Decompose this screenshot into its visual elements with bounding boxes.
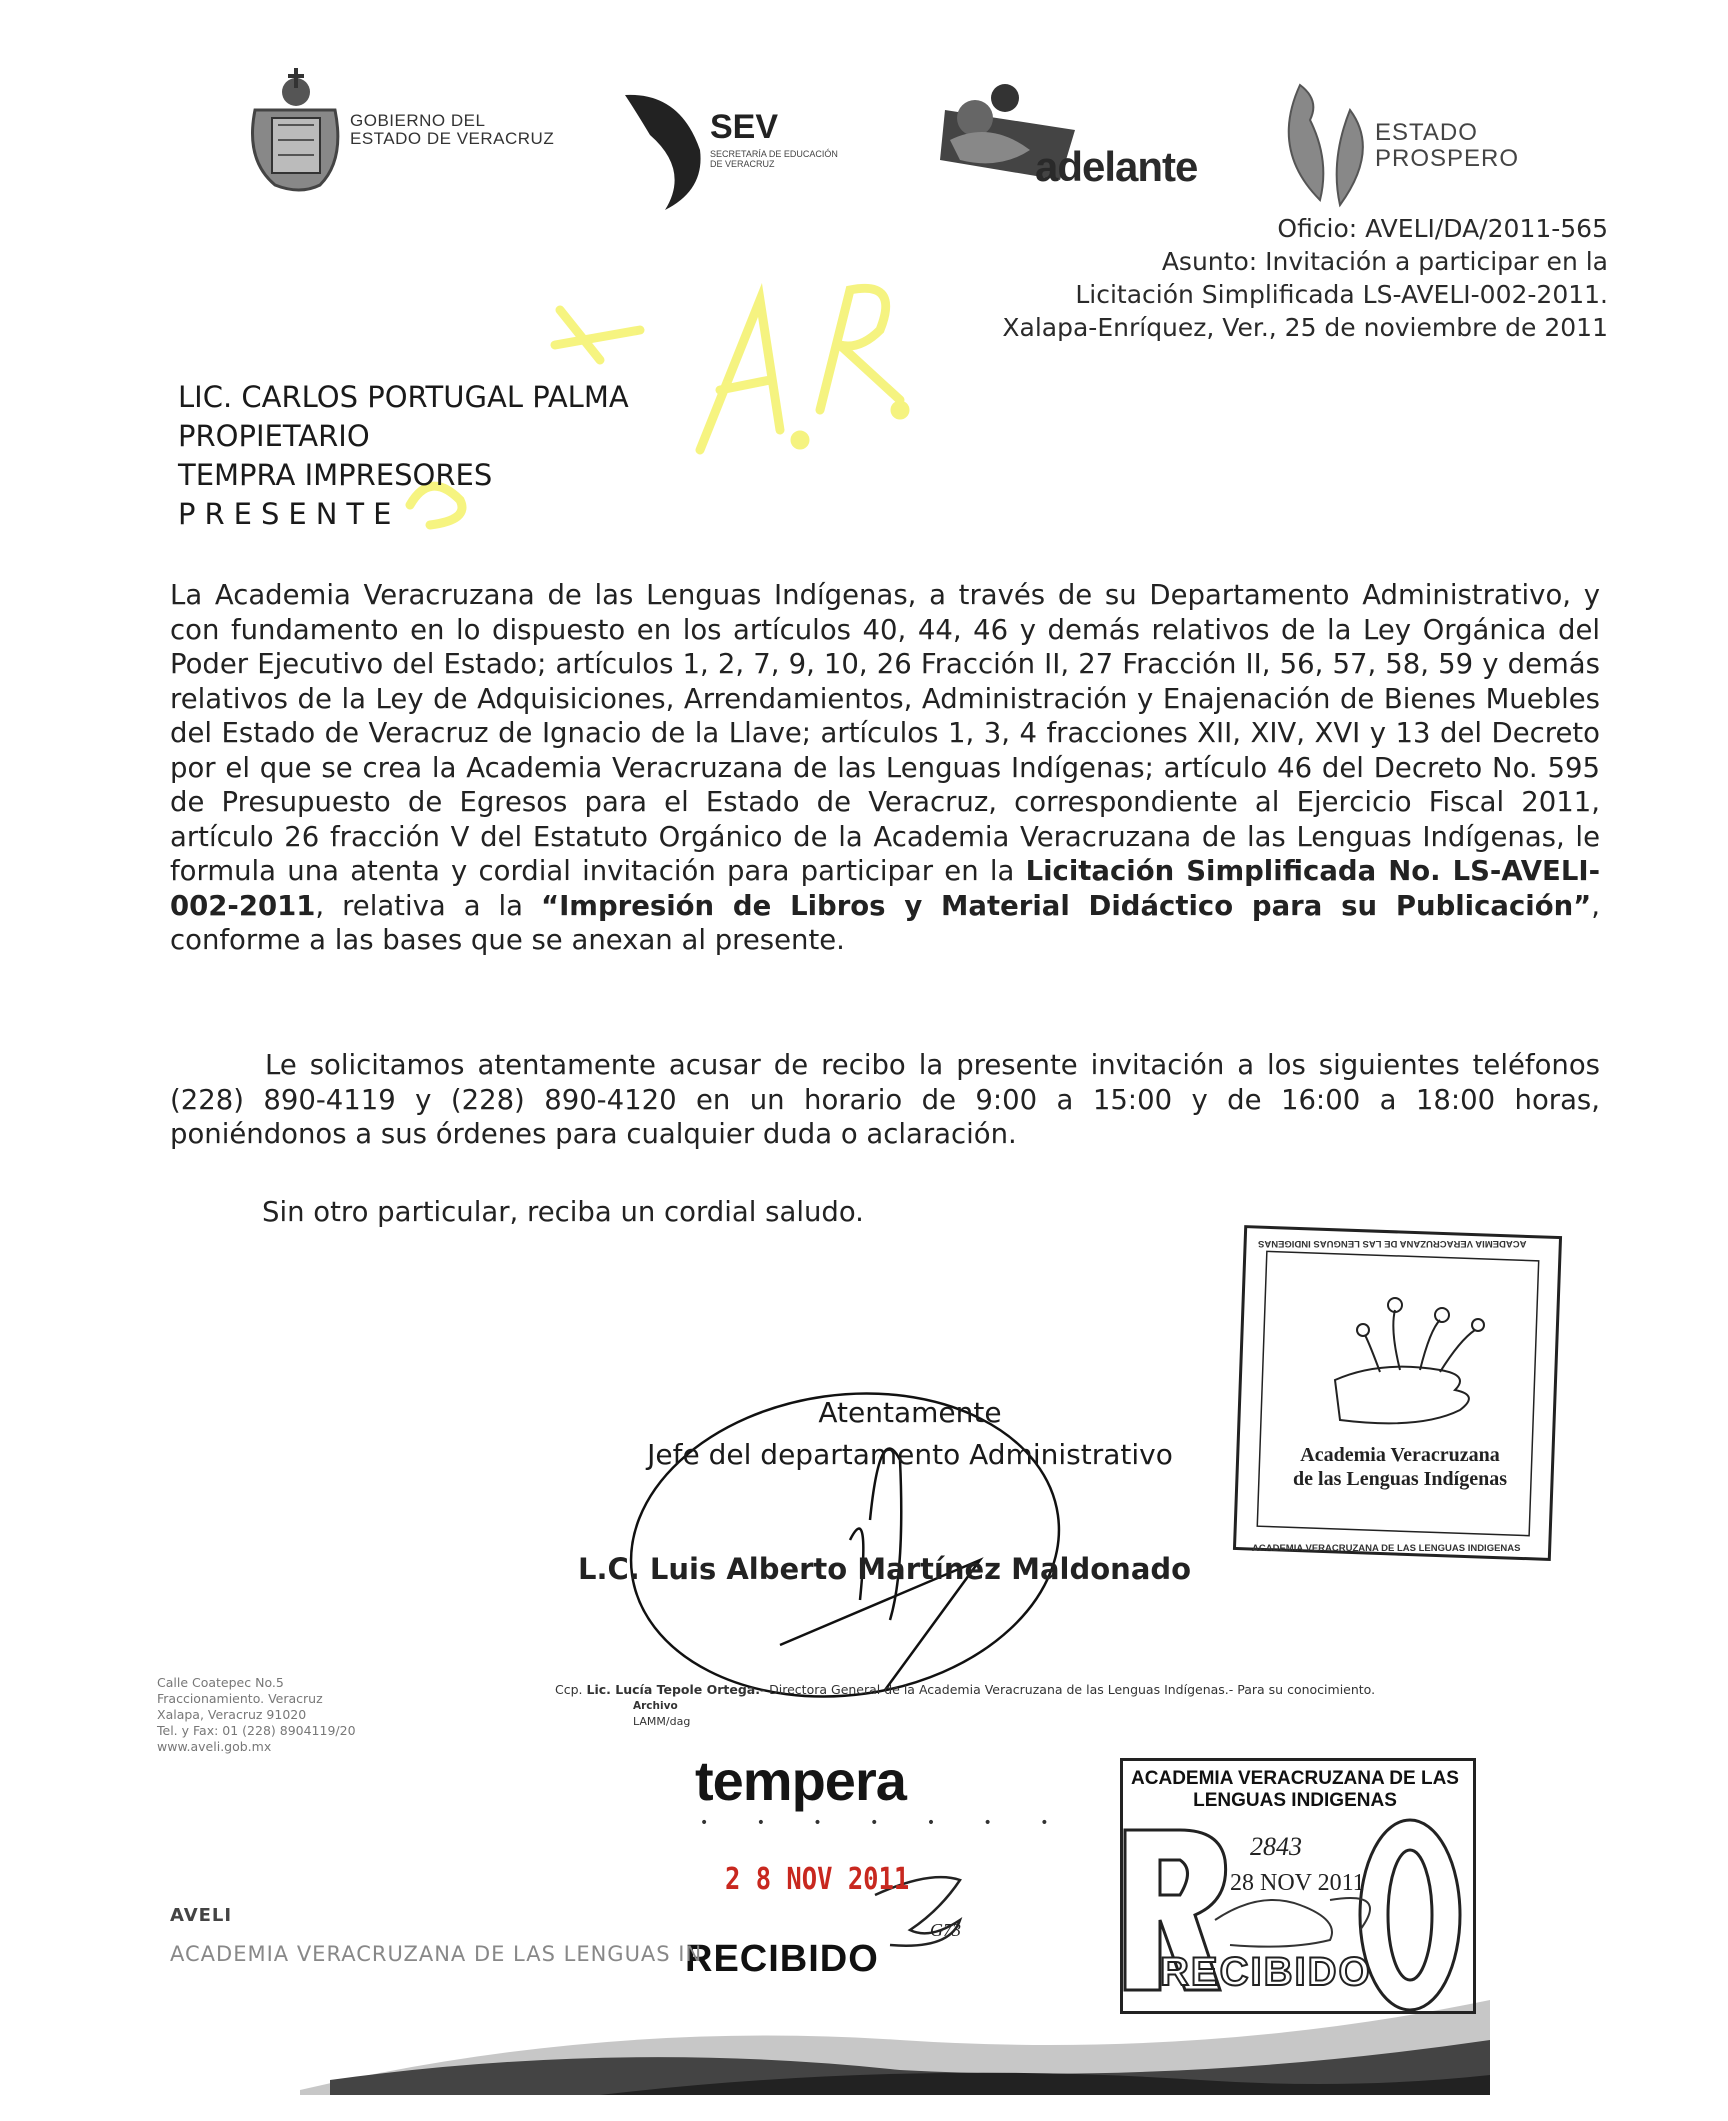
sev-sub-line1: SECRETARÍA DE EDUCACIÓN [710, 149, 838, 159]
address-line3: Xalapa, Veracruz 91020 [157, 1707, 307, 1722]
recipient-salutation: PRESENTE [178, 497, 401, 531]
reference-block [1002, 212, 1608, 344]
body-paragraph-2: Le solicitamos atentamente acusar de recibo la presente invitación a los siguientes teléfonos (228) 890-4119 y (228) 890-4120 en un horario de 9:00 a 15:00 y de 16:00 a 18:00 horas, poniéndonos a sus órdenes para cualquier duda o aclaración. [170, 1049, 1600, 1150]
ccp-archivo: Archivo [633, 1700, 678, 1712]
sev-logo-title: SEV [710, 108, 779, 146]
place-date: Xalapa-Enríquez, Ver., 25 de noviembre de 2011 [1002, 313, 1608, 342]
signature-closing: Atentamente [818, 1396, 1002, 1429]
gobierno-coat-of-arms-icon [253, 68, 338, 190]
sev-sub-line2: DE VERACRUZ [710, 158, 775, 169]
estado-prospero-leaf-icon [1289, 85, 1363, 205]
footer-aveli-long: ACADEMIA VERACRUZANA DE LAS LENGUAS IN [170, 1942, 703, 1966]
hand-sprouts-icon [1335, 1298, 1484, 1423]
tempera-recibido-stamp: RECIBIDO [685, 1938, 879, 1980]
adelante-logo-text: adelante [1035, 143, 1198, 190]
tempera-signature-code: G73 [930, 1920, 961, 1940]
p1-text-3: , conforme a las bases que se anexan al presente. [170, 889, 1600, 956]
sev-logo-subtitle [710, 150, 890, 170]
asunto-line1: Asunto: Invitación a participar en la [1161, 247, 1608, 276]
sev-logo-icon [625, 95, 701, 210]
received-stamp-recibido: RECIBIDO [1160, 1950, 1372, 1994]
ccp-line [555, 1682, 1495, 1698]
body-paragraph-1 [170, 578, 1600, 958]
gobierno-line2: ESTADO DE VERACRUZ [350, 128, 555, 148]
recipient-position: PROPIETARIO [178, 419, 370, 453]
received-stamp-handwritten: 2843 [1250, 1832, 1302, 1861]
address-line4: Tel. y Fax: 01 (228) 8904119/20 [157, 1723, 356, 1738]
ccp-name: Lic. Lucía Tepole Ortega.- [586, 1682, 766, 1697]
footer-wave-decoration [300, 2000, 1490, 2095]
academia-stamp-line1: Academia Veracruzana [1300, 1444, 1500, 1466]
recipient-company: TEMPRA IMPRESORES [178, 458, 493, 492]
estado-line1: ESTADO [1375, 119, 1478, 146]
p1-bold-impresion: “Impresión de Libros y Material Didáctico para su Publicación” [541, 889, 1592, 922]
p1-bold-licitacion: Licitación Simplificada No. LS-AVELI-002-2011 [170, 855, 1600, 922]
ccp-text: Directora General de la Academia Veracruzana de las Lenguas Indígenas.- Para su conocimiento. [769, 1682, 1376, 1697]
tempera-date-stamp: 2 8 NOV 2011 [725, 1862, 910, 1897]
tempera-logo: tempera [695, 1749, 906, 1812]
body-paragraph-closing: Sin otro particular, reciba un cordial saludo. [262, 1196, 864, 1228]
tempera-logo-dots: • • • • • • • [700, 1815, 1071, 1831]
ccp-label: Ccp. [555, 1682, 583, 1697]
p1-text-1: La Academia Veracruzana de las Lenguas Indígenas, a través de su Departamento Administrativo, y con fundamento en lo dispuesto en los artículos 40, 44, 46 y demás relativos de la Ley Orgánica del Poder Ejecutivo del Estado; artículos 1, 2, 7, 9, 10, 26 Fracción II, 27 Fracción II, 56, 57, 58, 59 y demás relativos de la Ley de Adquisiciones, Arrendamientos, Administración y Enajenación de Bienes Muebles del Estado de Veracruz de Ignacio de la Llave; artículos 1, 3, 4 fracciones XII, XIV, XVI y 13 del Decreto por el que se crea la Academia Veracruzana de las Lenguas Indígenas; artículo 46 del Decreto No. 595 de Presupuesto de Egresos para el Estado de Veracruz, correspondiente al Ejercicio Fiscal 2011, artículo 26 fracción V del Estatuto Orgánico de la Academia Veracruzana de las Lenguas Indígenas, le formula una atenta y cordial invitación para participar en la [170, 579, 1600, 887]
academia-stamp-name [1265, 1443, 1535, 1491]
address-line1: Calle Coatepec No.5 [157, 1675, 284, 1690]
signature-name: L.C. Luis Alberto Martínez Maldonado [578, 1552, 1192, 1586]
received-stamp-line2: LENGUAS INDIGENAS [1193, 1790, 1397, 1811]
stamp-edge-top: ACADEMIA VERACRUZANA DE LAS LENGUAS INDIGENAS [1258, 1238, 1527, 1249]
address-line5: www.aveli.gob.mx [157, 1739, 272, 1754]
ccp-initials: LAMM/dag [633, 1715, 691, 1728]
gobierno-logo-text [350, 112, 554, 148]
estado-prospero-text [1375, 120, 1519, 173]
estado-line2: PROSPERO [1375, 145, 1520, 173]
address-line2: Fraccionamiento. Veracruz [157, 1691, 323, 1706]
received-stamp-title [1130, 1768, 1460, 1812]
academia-stamp-frame [1234, 1227, 1560, 1560]
asunto-line2: Licitación Simplificada LS-AVELI-002-2011. [1075, 280, 1608, 309]
footer-address [157, 1675, 356, 1755]
recipient-name: LIC. CARLOS PORTUGAL PALMA [178, 380, 629, 414]
recipient-block [178, 378, 629, 534]
signature-block [560, 1392, 1260, 1476]
received-stamp-line1: ACADEMIA VERACRUZANA DE LAS [1131, 1768, 1459, 1789]
p1-text-2: , relativa a la [315, 889, 541, 922]
oficio-number: Oficio: AVELI/DA/2011-565 [1277, 214, 1608, 243]
ccp-block [555, 1682, 1495, 1730]
footer-aveli-short: AVELI [170, 1905, 233, 1926]
received-stamp-date: 28 NOV 2011 [1230, 1870, 1365, 1896]
gobierno-line1: GOBIERNO DEL [350, 111, 486, 130]
stamp-edge-bottom: ACADEMIA VERACRUZANA DE LAS LENGUAS INDIGENAS [1252, 1543, 1521, 1554]
academia-stamp-line2: de las Lenguas Indígenas [1293, 1468, 1507, 1490]
signature-title: Jefe del departamento Administrativo [647, 1438, 1173, 1471]
